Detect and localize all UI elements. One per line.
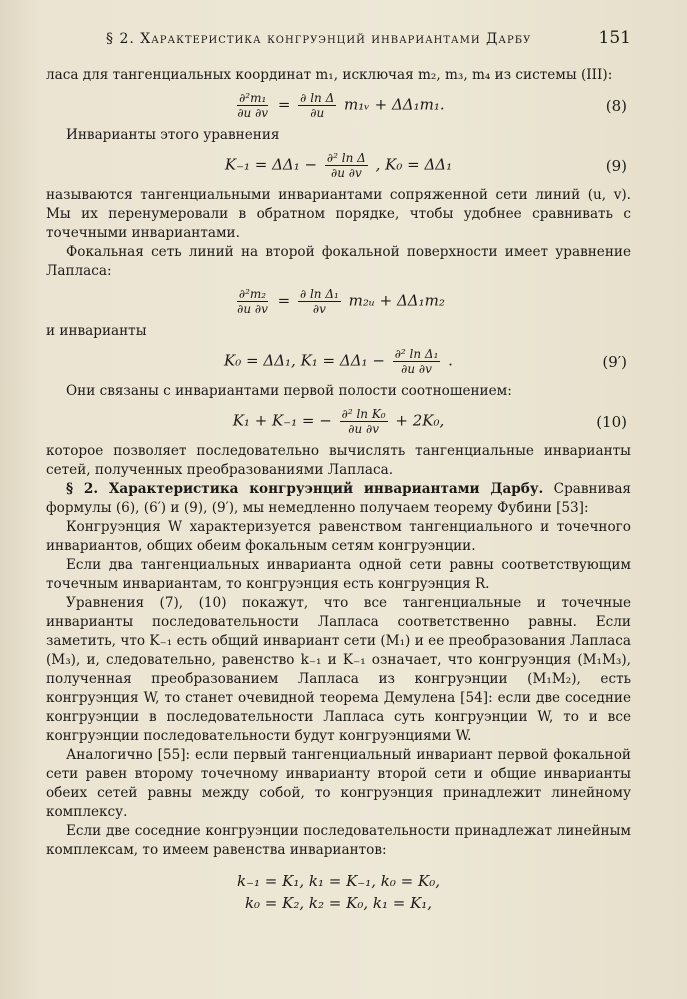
eq10-tag: (10): [596, 412, 627, 431]
eq10-num: ∂² ln K₀: [341, 407, 386, 421]
section-heading: § 2. Характеристика конгруэнций инвариантами Дарбу.: [66, 481, 544, 497]
eq9b-left: K₀ = ΔΔ₁, K₁ = ΔΔ₁ −: [224, 351, 385, 370]
eq8-mid-num: ∂ ln Δ: [300, 91, 335, 105]
eq9b-right: .: [448, 351, 453, 370]
eq8-rest: m₁ᵥ + ΔΔ₁m₁.: [344, 95, 445, 114]
eq8b-mid-den: ∂v: [312, 302, 326, 316]
header-title: § 2. Характеристика конгруэнций инвариантами Дарбу: [106, 31, 532, 47]
equation-9: [46, 151, 631, 180]
eq8-lhs-den: ∂u ∂v: [237, 106, 269, 120]
eq8-tag: (8): [605, 96, 627, 115]
eq10-left: K₁ + K₋₁ = −: [232, 411, 332, 430]
eq9-left: K₋₁ = ΔΔ₁ −: [224, 155, 318, 174]
equation-9-prime: [46, 347, 631, 376]
paragraph-3: называются тангенциальными инвариантами сопряженной сети линий (u, v). Мы их перенумеровали в обратном порядке, чтобы удобнее сравнивать с точечными инвариантами.: [46, 187, 631, 241]
final-eq-line-1: k₋₁ = K₁, k₁ = K₋₁, k₀ = K₀,: [237, 872, 440, 890]
eq8b-mid-num: ∂ ln Δ₁: [299, 287, 339, 301]
paragraph-13: Если две соседние конгруэнции последовательности принадлежат линейным комплексам, то имеем равенства инвариантов:: [46, 823, 631, 858]
equation-10: [46, 407, 631, 436]
paragraph-10: Если два тангенциальных инварианта одной сети равны соответствующим точечным инвариантам, то конгруэнция есть конгруэнция R.: [46, 557, 631, 592]
equation-laplace-2: $\frac{\text{∂²m₂}}{\partial u \partial v}$ = $\frac{\text{∂ ln Δ₁}}{\partial v}$ m₂ᵤ + ΔΔ₁m₂: [237, 287, 445, 316]
eq8-lhs-num: ∂²m₁: [239, 91, 267, 105]
page-number: 151: [598, 28, 631, 48]
running-head: [106, 28, 631, 48]
eq9-den: ∂u ∂v: [330, 166, 362, 180]
eq10-den: ∂u ∂v: [348, 422, 379, 436]
eq8b-rest: m₂ᵤ + ΔΔ₁m₂: [348, 291, 445, 310]
equation-8: $\frac{\text{∂²m₁}}{\partial u \partial v}$ = $\frac{\text{∂ ln Δ}}{\partial u}$ m₁ᵥ + ΔΔ₁m₁. (8): [237, 91, 627, 120]
paragraph-12: Аналогично [55]: если первый тангенциальный инвариант первой фокальной сети равен второму точечному инварианту второй сети и общие инварианты обеих сетей равны между собой, то конгруэнция принадлежит линейному комплексу.: [46, 747, 631, 820]
final-eq-line-2: k₀ = K₂, k₂ = K₀, k₁ = K₁,: [244, 894, 433, 912]
eq8b-lhs-num: ∂²m₂: [238, 287, 267, 301]
eq8-mid-den: ∂u: [310, 106, 325, 120]
paragraph-8: [46, 480, 631, 518]
paragraph-9: Конгруэнция W характеризуется равенством тангенциального и точечного инвариантов, общих обеим фокальным сетям конгруэнции.: [46, 519, 631, 554]
paragraph-7: которое позволяет последовательно вычислять тангенциальные инварианты сетей, полученных преобразованиями Лапласа.: [46, 443, 631, 478]
paragraph-8-text: Сравнивая формулы (6), (6′) и (9), (9′), мы немедленно получаем теорему Фубини [53]:: [46, 481, 631, 516]
paragraph-4: Фокальная сеть линий на второй фокальной поверхности имеет уравнение Лапласа:: [46, 244, 631, 279]
paragraph-6: Они связаны с инвариантами первой полости соотношением:: [66, 383, 512, 399]
eq9b-num: ∂² ln Δ₁: [394, 347, 439, 361]
eq9-num: ∂² ln Δ: [326, 151, 366, 165]
eq9-right: , K₀ = ΔΔ₁: [375, 155, 453, 174]
eq9b-den: ∂u ∂v: [401, 362, 432, 376]
paragraph-2: Инварианты этого уравнения: [66, 127, 280, 143]
final-equations: [46, 870, 631, 914]
eq9b-tag: (9′): [602, 352, 627, 371]
paragraph-11: Уравнения (7), (10) покажут, что все тангенциальные и точечные инварианты последовательности Лапласа соответственно равны. Если заметить, что K₋₁ есть общий инвариант сети (M₁) и ее преобразования Лапласа (M₃), и, следовательно, равенство k₋₁ и K₋₁ означает, что конгруэнция (M₁M₃), полученная преобразованием Лапласа из конгруэнции (M₁M₂), есть конгруэнция W, то станет очевидной теорема Демулена [54]: если две соседние конгруэнции в последовательности Лапласа суть конгруэнции W, то и все конгруэнции последовательности будут конгруэнциями W.: [46, 595, 631, 744]
paragraph-5: и инварианты: [46, 323, 147, 339]
eq9-tag: (9): [605, 156, 627, 175]
eq10-right: + 2K₀,: [395, 411, 445, 430]
paragraph-1: ласа для тангенциальных координат m₁, исключая m₂, m₃, m₄ из системы (III):: [46, 67, 613, 83]
eq8b-lhs-den: ∂u ∂v: [237, 302, 268, 316]
